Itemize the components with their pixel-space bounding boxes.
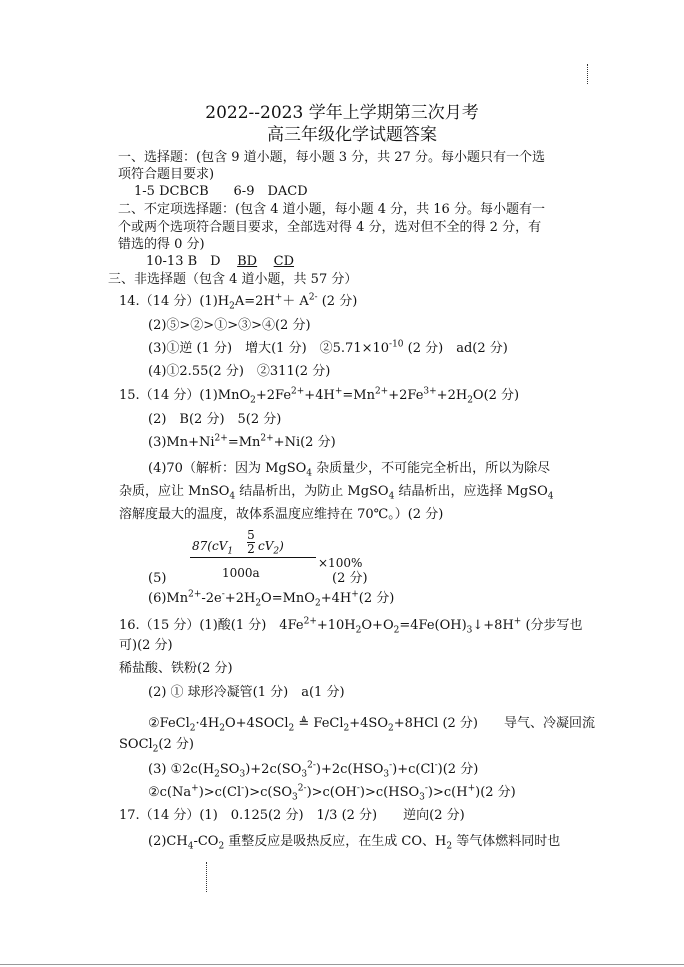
- page-subtitle: 高三年级化学试题答案: [267, 125, 437, 145]
- formula-numerator: $87(cV_1$: [192, 539, 234, 557]
- q16-part3-1: (3) $①2c(H_2SO_3)+2c(SO_3^{2-})+2c(HSO_3^-)+c(Cl^-)(2$ 分): [148, 760, 479, 780]
- q15-part4-line2: 杂质，应让 MnSO$_4$ 结晶析出，为防止 MgSO$_4$ 结晶析出，应选择 MgSO$_4$: [119, 484, 554, 502]
- q16-part3-2: $②c(Na^+)>c(Cl^-)>c(SO_3^{2-})>c(OH^-)>c(HSO_3^-)>c(H^+)(2$ 分): [148, 783, 516, 803]
- section1-line2: 项符合题目要求): [118, 167, 215, 182]
- q15-part3: $(3)Mn+Ni^{2+}=Mn^{2+}+Ni(2$ 分): [148, 433, 336, 450]
- section2-line1: 二、不定项选择题：(包含 4 道小题，每小题 4 分，共 16 分。每小题有一: [118, 202, 545, 217]
- q15-part5-score: (2 分): [332, 571, 368, 586]
- formula-fraction-bar: [190, 557, 316, 558]
- q15-part5-label: (5): [148, 571, 167, 586]
- formula-percent: ×100%: [318, 556, 363, 570]
- q16-equation-line2: SOCl$_2$(2 分): [119, 737, 194, 755]
- q16-part1-line2: 可)(2 分): [119, 638, 173, 653]
- q14-part1: 14.（14 分）$(1)H_2A=2H^++ A^{2-}$ (2 分): [119, 292, 358, 312]
- q16-part1-line1: 16.（15 分）(1)酸(1 分) $4Fe^{2+}+10H_2O+O_2=4Fe(OH)_3↓+8H^+$ (分步写也: [119, 616, 583, 636]
- page-bottom-border: [0, 964, 684, 965]
- section2-answers: 10-13 B D BD CD: [146, 254, 295, 269]
- q15-part1: 15.（14 分）$(1)MnO_2+2Fe^{2+}+4H^+=Mn^{2+}+2Fe^{3+}+2H_2O(2$ 分): [119, 386, 520, 406]
- q15-part4-line3: 溶解度最大的温度，故体系温度应维持在 70℃。）(2 分): [119, 507, 444, 522]
- formula-numerator-rest: $cV_2$): [258, 539, 284, 557]
- q14-part3: (3)①逆 (1 分) 增大(1 分) $②5.71\times 10^{-10}$ (2 分) ad(2 分): [148, 339, 508, 356]
- q14-part2: (2)⑤>②>①>③>④(2 分): [148, 318, 311, 333]
- formula-denominator: 1000a: [222, 566, 260, 580]
- margin-dots-bottom: [206, 862, 209, 892]
- q16-reagents: 稀盐酸、铁粉(2 分): [119, 661, 233, 676]
- section1-answers: 1-5 DCBCB 6-9 DACD: [134, 184, 308, 199]
- page-title: 2022--2023 学年上学期第三次月考: [205, 103, 479, 123]
- q15-part4-line1: (4)70（解析：因为 MgSO$_4$ 杂质量少，不可能完全析出，所以为除尽: [148, 461, 551, 479]
- section2-line2: 个或两个选项符合题目要求，全部选对得 4 分，选对但不全的得 2 分，有: [118, 220, 542, 235]
- section1-line1: 一、选择题：(包含 9 道小题，每小题 3 分，共 27 分。每小题只有一个选: [118, 150, 545, 165]
- section2-line3: 错选的得 0 分): [118, 237, 205, 252]
- q16-part2: (2) ① 球形冷凝管(1 分) a(1 分): [148, 685, 345, 700]
- q15-part6: $(6)Mn^{2+}-2e^-+2H_2O=MnO_2+4H^+(2$ 分): [148, 589, 395, 609]
- q16-equation-line1: $②FeCl_2\cdot 4H_2O+4SOCl_2$ ≜ $FeCl_2+4SO_2+8HCl$ (2 分) 导气、冷凝回流: [148, 716, 596, 734]
- q15-part2: (2) B(2 分) 5(2 分): [148, 412, 282, 427]
- margin-dots-top: [587, 64, 590, 84]
- section3-heading: 三、非选择题（包含 4 道小题，共 57 分）: [108, 272, 358, 287]
- q14-part4: (4)①2.55(2 分) ②311(2 分): [148, 364, 331, 379]
- q17-part2: $(2)CH_4-CO_2$ 重整反应是吸热反应，在生成 CO、$H_2$ 等气体燃料同时也: [148, 834, 561, 852]
- formula-inner-fraction: 5 2: [247, 528, 255, 556]
- q17-part1: 17.（14 分）(1) 0.125(2 分) 1/3 (2 分) 逆向(2 分): [119, 808, 465, 823]
